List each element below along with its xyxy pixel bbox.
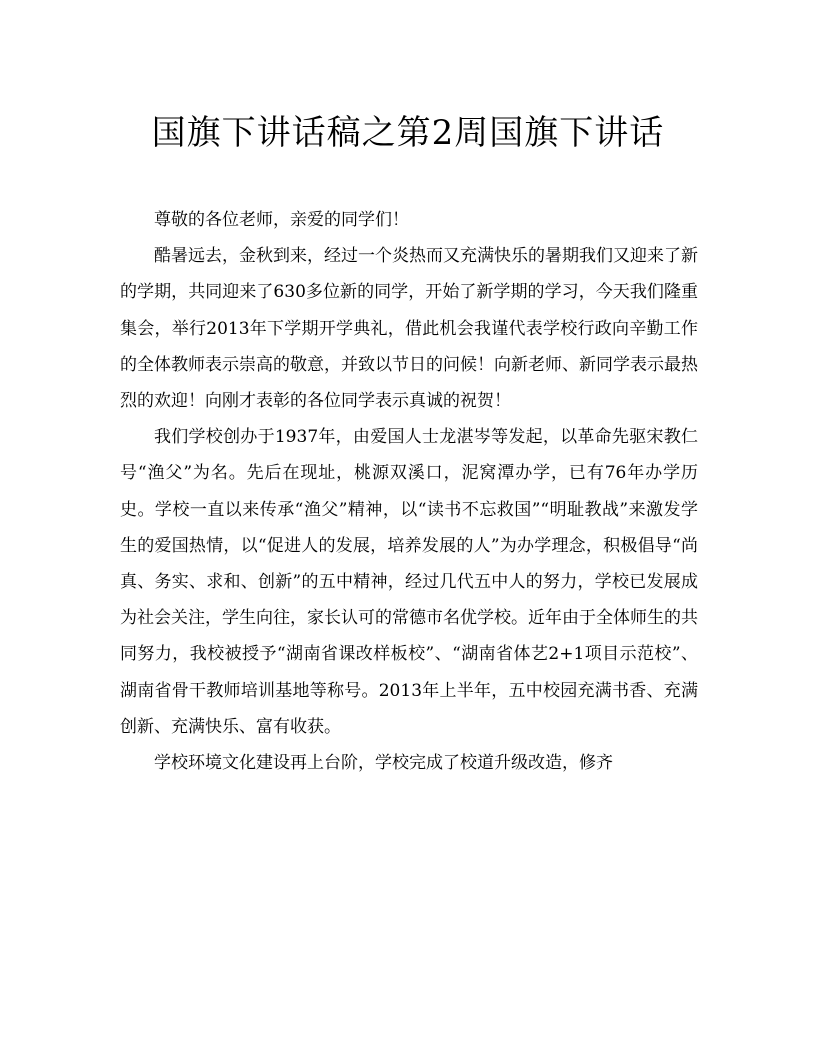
paragraph-campus-environment: 学校环境文化建设再上台阶，学校完成了校道升级改造，修齐: [154, 753, 613, 774]
page-title: 国旗下讲话稿之第2周国旗下讲话: [151, 113, 665, 153]
paragraph-opening: 酷暑远去，金秋到来，经过一个炎热而又充满快乐的暑期我们又迎来了新的学期，共同迎来了630多位新的同学，开始了新学期的学习，今天我们隆重集会，举行2013年下学期开学典礼，借此机会我谨代表学校行政向辛勤工作的全体教师表示崇高的敬意，并致以节日的问候！向新老师、新同学表示最热烈的欢迎！向刚才表彰的各位同学表示真诚的祝贺！: [120, 246, 698, 412]
paragraph-greeting: 尊敬的各位老师，亲爱的同学们！: [154, 210, 409, 230]
document-body: [120, 202, 698, 781]
paragraph-school-history: 我们学校创办于1937年，由爱国人士龙湛岑等发起，以革命先驱宋教仁号“渔父”为名。先后在现址，桃源双溪口，泥窝潭办学，已有76年办学历史。学校一直以来传承“渔父”精神，以“读书不忘救国”“明耻教战”来激发学生的爱国热情，以“促进人的发展，培养发展的人”为办学理念，积极倡导“尚真、务实、求和、创新”的五中精神，经过几代五中人的努力，学校已发展成为社会关注，学生向往，家长认可的常德市名优学校。近年由于全体师生的共同努力，我校被授予“湖南省课改样板校”、“湖南省体艺2+1项目示范校”、湖南省骨干教师培训基地等称号。2013年上半年，五中校园充满书香、充满创新、充满快乐、富有收获。: [120, 427, 698, 737]
